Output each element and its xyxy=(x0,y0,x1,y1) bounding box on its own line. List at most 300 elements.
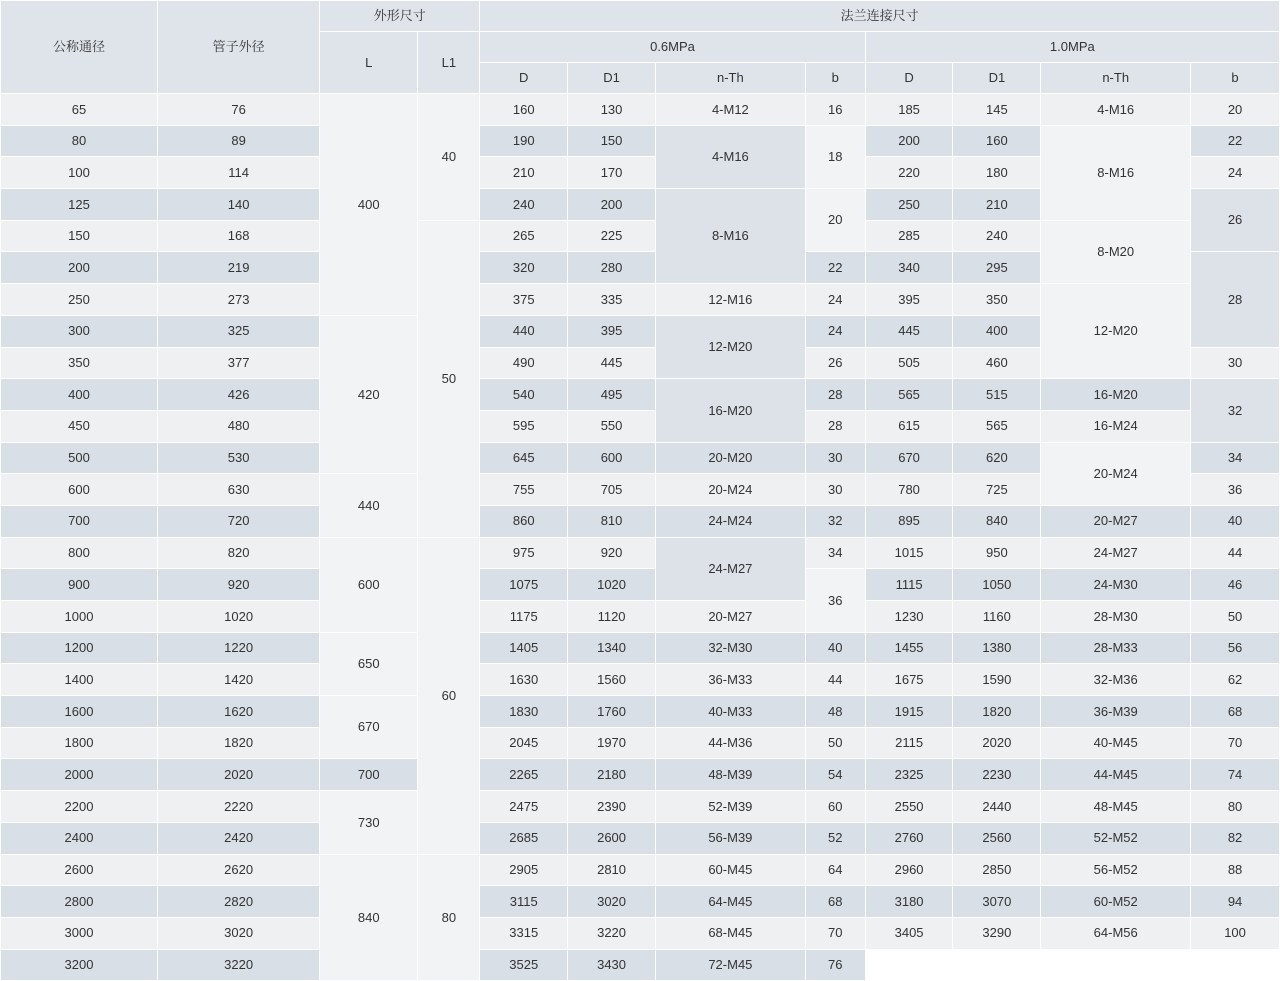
cell-nominal-diameter: 300 xyxy=(1,315,158,347)
cell-D-06: 540 xyxy=(480,379,568,411)
cell-D-06: 755 xyxy=(480,474,568,506)
cell-b-10: 36 xyxy=(1191,474,1280,506)
cell-b-10: 24 xyxy=(1191,157,1280,189)
cell-pipe-outer-diameter: 1420 xyxy=(158,664,320,696)
cell-nominal-diameter: 65 xyxy=(1,94,158,126)
cell-D1-10: 240 xyxy=(953,220,1041,252)
cell-L: 700 xyxy=(320,759,418,791)
table-row xyxy=(1,379,1280,411)
cell-empty xyxy=(865,949,953,981)
cell-nTh-06: 12-M16 xyxy=(655,284,805,316)
cell-D-06: 2265 xyxy=(480,759,568,791)
cell-D1-06: 550 xyxy=(568,410,656,442)
table-row xyxy=(1,664,1280,696)
cell-pipe-outer-diameter: 76 xyxy=(158,94,320,126)
cell-L: 670 xyxy=(320,696,418,759)
cell-nTh-06: 72-M45 xyxy=(655,949,805,981)
cell-D1-10: 400 xyxy=(953,315,1041,347)
cell-b-06: 28 xyxy=(805,379,865,411)
cell-b-06: 30 xyxy=(805,442,865,474)
cell-L1: 50 xyxy=(418,220,480,537)
table-row xyxy=(1,759,1280,791)
cell-pipe-outer-diameter: 219 xyxy=(158,252,320,284)
cell-D1-06: 705 xyxy=(568,474,656,506)
cell-nTh-06: 64-M45 xyxy=(655,886,805,918)
cell-pipe-outer-diameter: 630 xyxy=(158,474,320,506)
cell-D1-06: 3020 xyxy=(568,886,656,918)
cell-nominal-diameter: 1400 xyxy=(1,664,158,696)
cell-b-10: 44 xyxy=(1191,537,1280,569)
cell-D1-10: 350 xyxy=(953,284,1041,316)
cell-D-06: 1630 xyxy=(480,664,568,696)
cell-nominal-diameter: 2200 xyxy=(1,791,158,823)
cell-b-06: 44 xyxy=(805,664,865,696)
header-outline-size: 外形尺寸 xyxy=(320,1,480,32)
cell-L1: 80 xyxy=(418,854,480,981)
cell-D1-10: 160 xyxy=(953,125,1041,157)
cell-D1-06: 445 xyxy=(568,347,656,379)
cell-D-06: 320 xyxy=(480,252,568,284)
cell-D-06: 3525 xyxy=(480,949,568,981)
cell-nTh-10: 60-M52 xyxy=(1041,886,1191,918)
cell-D-10: 1115 xyxy=(865,569,953,601)
cell-nTh-10: 36-M39 xyxy=(1041,696,1191,728)
cell-D-06: 440 xyxy=(480,315,568,347)
cell-nominal-diameter: 1600 xyxy=(1,696,158,728)
cell-nTh-10: 8-M20 xyxy=(1041,220,1191,283)
cell-nTh-06: 24-M24 xyxy=(655,505,805,537)
cell-pipe-outer-diameter: 530 xyxy=(158,442,320,474)
cell-D-10: 1915 xyxy=(865,696,953,728)
cell-D-10: 340 xyxy=(865,252,953,284)
cell-D1-06: 3220 xyxy=(568,917,656,949)
cell-D1-06: 335 xyxy=(568,284,656,316)
cell-L: 600 xyxy=(320,537,418,632)
cell-D1-10: 210 xyxy=(953,189,1041,221)
header-nTh-10: n-Th xyxy=(1041,63,1191,94)
header-D1-10: D1 xyxy=(953,63,1041,94)
cell-D1-06: 2810 xyxy=(568,854,656,886)
cell-D1-06: 200 xyxy=(568,189,656,221)
table-row xyxy=(1,442,1280,474)
cell-pipe-outer-diameter: 273 xyxy=(158,284,320,316)
cell-D1-06: 810 xyxy=(568,505,656,537)
cell-b-06: 48 xyxy=(805,696,865,728)
cell-D-06: 1075 xyxy=(480,569,568,601)
cell-D-10: 505 xyxy=(865,347,953,379)
cell-D1-06: 1760 xyxy=(568,696,656,728)
cell-pipe-outer-diameter: 1820 xyxy=(158,727,320,759)
cell-D1-10: 3070 xyxy=(953,886,1041,918)
cell-D-06: 645 xyxy=(480,442,568,474)
cell-pipe-outer-diameter: 114 xyxy=(158,157,320,189)
cell-nominal-diameter: 900 xyxy=(1,569,158,601)
cell-D1-06: 2180 xyxy=(568,759,656,791)
table-row xyxy=(1,822,1280,854)
cell-D-06: 190 xyxy=(480,125,568,157)
cell-D1-06: 1120 xyxy=(568,601,656,633)
cell-D-10: 395 xyxy=(865,284,953,316)
cell-nominal-diameter: 1200 xyxy=(1,632,158,664)
cell-nTh-06: 16-M20 xyxy=(655,379,805,442)
cell-nTh-06: 68-M45 xyxy=(655,917,805,949)
cell-L: 440 xyxy=(320,474,418,537)
cell-b-06: 30 xyxy=(805,474,865,506)
cell-D1-10: 295 xyxy=(953,252,1041,284)
cell-D1-06: 495 xyxy=(568,379,656,411)
cell-D1-06: 1970 xyxy=(568,727,656,759)
cell-D1-10: 515 xyxy=(953,379,1041,411)
cell-b-10: 82 xyxy=(1191,822,1280,854)
cell-D-10: 3405 xyxy=(865,917,953,949)
cell-nTh-06: 44-M36 xyxy=(655,727,805,759)
cell-pipe-outer-diameter: 480 xyxy=(158,410,320,442)
cell-b-06: 24 xyxy=(805,284,865,316)
cell-nominal-diameter: 2800 xyxy=(1,886,158,918)
cell-nTh-06: 48-M39 xyxy=(655,759,805,791)
cell-b-10: 34 xyxy=(1191,442,1280,474)
table-row xyxy=(1,791,1280,823)
cell-nominal-diameter: 250 xyxy=(1,284,158,316)
cell-D-06: 1175 xyxy=(480,601,568,633)
cell-L1: 40 xyxy=(418,94,480,221)
table-row xyxy=(1,632,1280,664)
cell-nTh-06: 60-M45 xyxy=(655,854,805,886)
cell-L: 730 xyxy=(320,791,418,854)
cell-b-06: 32 xyxy=(805,505,865,537)
cell-pipe-outer-diameter: 2220 xyxy=(158,791,320,823)
cell-nTh-10: 20-M24 xyxy=(1041,442,1191,505)
cell-b-10: 28 xyxy=(1191,252,1280,347)
cell-D-06: 595 xyxy=(480,410,568,442)
header-b-10: b xyxy=(1191,63,1280,94)
header-D1-06: D1 xyxy=(568,63,656,94)
cell-nTh-06: 4-M12 xyxy=(655,94,805,126)
cell-D-10: 2550 xyxy=(865,791,953,823)
cell-D1-10: 460 xyxy=(953,347,1041,379)
cell-pipe-outer-diameter: 920 xyxy=(158,569,320,601)
table-row xyxy=(1,601,1280,633)
cell-D1-10: 725 xyxy=(953,474,1041,506)
cell-D1-10: 180 xyxy=(953,157,1041,189)
cell-nominal-diameter: 2000 xyxy=(1,759,158,791)
cell-empty xyxy=(953,949,1041,981)
cell-nominal-diameter: 1000 xyxy=(1,601,158,633)
cell-nominal-diameter: 1800 xyxy=(1,727,158,759)
cell-b-06: 36 xyxy=(805,569,865,632)
cell-nTh-06: 52-M39 xyxy=(655,791,805,823)
cell-nTh-10: 32-M36 xyxy=(1041,664,1191,696)
header-flange-connection-size: 法兰连接尺寸 xyxy=(480,1,1280,32)
header-b-06: b xyxy=(805,63,865,94)
cell-b-06: 54 xyxy=(805,759,865,791)
cell-pipe-outer-diameter: 2020 xyxy=(158,759,320,791)
cell-b-06: 26 xyxy=(805,347,865,379)
cell-nominal-diameter: 450 xyxy=(1,410,158,442)
cell-D-06: 2905 xyxy=(480,854,568,886)
cell-b-10: 88 xyxy=(1191,854,1280,886)
cell-pipe-outer-diameter: 325 xyxy=(158,315,320,347)
table-row xyxy=(1,949,1280,981)
cell-nominal-diameter: 150 xyxy=(1,220,158,252)
cell-pipe-outer-diameter: 2420 xyxy=(158,822,320,854)
cell-b-06: 18 xyxy=(805,125,865,188)
cell-nTh-10: 24-M27 xyxy=(1041,537,1191,569)
cell-b-06: 60 xyxy=(805,791,865,823)
cell-nTh-06: 36-M33 xyxy=(655,664,805,696)
cell-D1-10: 2560 xyxy=(953,822,1041,854)
table-row xyxy=(1,886,1280,918)
cell-D-06: 1405 xyxy=(480,632,568,664)
cell-nTh-10: 40-M45 xyxy=(1041,727,1191,759)
cell-L1: 60 xyxy=(418,537,480,854)
cell-nominal-diameter: 125 xyxy=(1,189,158,221)
cell-D1-06: 170 xyxy=(568,157,656,189)
cell-b-10: 46 xyxy=(1191,569,1280,601)
cell-nTh-06: 12-M20 xyxy=(655,315,805,378)
cell-D1-10: 620 xyxy=(953,442,1041,474)
cell-nTh-10: 28-M30 xyxy=(1041,601,1191,633)
cell-D1-06: 150 xyxy=(568,125,656,157)
cell-nominal-diameter: 80 xyxy=(1,125,158,157)
cell-D-10: 895 xyxy=(865,505,953,537)
cell-D1-06: 600 xyxy=(568,442,656,474)
cell-D1-10: 2020 xyxy=(953,727,1041,759)
cell-D-10: 250 xyxy=(865,189,953,221)
cell-D-06: 2475 xyxy=(480,791,568,823)
table-row xyxy=(1,727,1280,759)
header-L1: L1 xyxy=(418,32,480,94)
table-row xyxy=(1,917,1280,949)
cell-D1-06: 2600 xyxy=(568,822,656,854)
cell-b-10: 100 xyxy=(1191,917,1280,949)
cell-D-10: 200 xyxy=(865,125,953,157)
cell-b-10: 74 xyxy=(1191,759,1280,791)
cell-pipe-outer-diameter: 1620 xyxy=(158,696,320,728)
header-pressure-10: 1.0MPa xyxy=(865,32,1279,63)
table-row xyxy=(1,220,1280,252)
cell-D1-10: 1380 xyxy=(953,632,1041,664)
cell-D1-10: 1050 xyxy=(953,569,1041,601)
cell-b-06: 22 xyxy=(805,252,865,284)
cell-b-10: 94 xyxy=(1191,886,1280,918)
cell-b-06: 20 xyxy=(805,189,865,252)
cell-D-06: 210 xyxy=(480,157,568,189)
cell-pipe-outer-diameter: 168 xyxy=(158,220,320,252)
cell-D-06: 375 xyxy=(480,284,568,316)
cell-nTh-10: 64-M56 xyxy=(1041,917,1191,949)
cell-b-06: 24 xyxy=(805,315,865,347)
cell-L: 840 xyxy=(320,854,418,981)
cell-pipe-outer-diameter: 1220 xyxy=(158,632,320,664)
cell-b-06: 28 xyxy=(805,410,865,442)
cell-D1-06: 2390 xyxy=(568,791,656,823)
cell-D1-06: 1340 xyxy=(568,632,656,664)
cell-D1-06: 280 xyxy=(568,252,656,284)
cell-D-10: 780 xyxy=(865,474,953,506)
cell-nTh-06: 32-M30 xyxy=(655,632,805,664)
cell-D-06: 975 xyxy=(480,537,568,569)
cell-b-06: 70 xyxy=(805,917,865,949)
header-L: L xyxy=(320,32,418,94)
cell-D-10: 285 xyxy=(865,220,953,252)
cell-b-10: 80 xyxy=(1191,791,1280,823)
cell-D-06: 265 xyxy=(480,220,568,252)
cell-D1-06: 920 xyxy=(568,537,656,569)
cell-pipe-outer-diameter: 2820 xyxy=(158,886,320,918)
cell-nominal-diameter: 800 xyxy=(1,537,158,569)
cell-pipe-outer-diameter: 1020 xyxy=(158,601,320,633)
cell-nTh-10: 44-M45 xyxy=(1041,759,1191,791)
cell-pipe-outer-diameter: 426 xyxy=(158,379,320,411)
cell-b-06: 50 xyxy=(805,727,865,759)
cell-b-10: 50 xyxy=(1191,601,1280,633)
cell-nTh-10: 16-M24 xyxy=(1041,410,1191,442)
cell-D-10: 565 xyxy=(865,379,953,411)
cell-D-06: 2685 xyxy=(480,822,568,854)
cell-b-06: 52 xyxy=(805,822,865,854)
header-D-10: D xyxy=(865,63,953,94)
cell-nTh-10: 4-M16 xyxy=(1041,94,1191,126)
cell-D-10: 1015 xyxy=(865,537,953,569)
cell-b-10: 56 xyxy=(1191,632,1280,664)
cell-D-10: 615 xyxy=(865,410,953,442)
cell-empty xyxy=(1191,949,1280,981)
cell-D-06: 1830 xyxy=(480,696,568,728)
cell-L: 650 xyxy=(320,632,418,695)
cell-D-06: 240 xyxy=(480,189,568,221)
cell-D1-06: 130 xyxy=(568,94,656,126)
cell-D-06: 860 xyxy=(480,505,568,537)
header-pressure-06: 0.6MPa xyxy=(480,32,865,63)
cell-D1-10: 1590 xyxy=(953,664,1041,696)
cell-pipe-outer-diameter: 140 xyxy=(158,189,320,221)
cell-D1-10: 565 xyxy=(953,410,1041,442)
cell-L: 400 xyxy=(320,94,418,316)
cell-pipe-outer-diameter: 2620 xyxy=(158,854,320,886)
cell-D-10: 2760 xyxy=(865,822,953,854)
table-row xyxy=(1,94,1280,126)
cell-D-06: 160 xyxy=(480,94,568,126)
cell-D-10: 220 xyxy=(865,157,953,189)
cell-nTh-10: 12-M20 xyxy=(1041,284,1191,379)
cell-nominal-diameter: 3000 xyxy=(1,917,158,949)
cell-b-06: 68 xyxy=(805,886,865,918)
cell-nTh-10: 28-M33 xyxy=(1041,632,1191,664)
cell-b-06: 76 xyxy=(805,949,865,981)
cell-D-10: 3180 xyxy=(865,886,953,918)
cell-D1-10: 2850 xyxy=(953,854,1041,886)
cell-pipe-outer-diameter: 820 xyxy=(158,537,320,569)
cell-D-10: 185 xyxy=(865,94,953,126)
cell-empty xyxy=(1041,949,1191,981)
header-nTh-06: n-Th xyxy=(655,63,805,94)
cell-b-10: 70 xyxy=(1191,727,1280,759)
header-pipe-outer-diameter: 管子外径 xyxy=(158,1,320,94)
table-header xyxy=(1,1,1280,94)
cell-nTh-06: 40-M33 xyxy=(655,696,805,728)
cell-nominal-diameter: 700 xyxy=(1,505,158,537)
table-row xyxy=(1,537,1280,569)
cell-b-10: 26 xyxy=(1191,189,1280,252)
cell-D-10: 2960 xyxy=(865,854,953,886)
cell-pipe-outer-diameter: 89 xyxy=(158,125,320,157)
cell-nTh-10: 48-M45 xyxy=(1041,791,1191,823)
header-nominal-diameter: 公称通径 xyxy=(1,1,158,94)
cell-D-10: 1230 xyxy=(865,601,953,633)
cell-D1-10: 2230 xyxy=(953,759,1041,791)
cell-D1-10: 145 xyxy=(953,94,1041,126)
cell-nTh-06: 20-M20 xyxy=(655,442,805,474)
cell-D-10: 2325 xyxy=(865,759,953,791)
cell-D1-10: 1820 xyxy=(953,696,1041,728)
cell-L: 420 xyxy=(320,315,418,473)
cell-nTh-10: 24-M30 xyxy=(1041,569,1191,601)
cell-pipe-outer-diameter: 720 xyxy=(158,505,320,537)
cell-nTh-10: 8-M16 xyxy=(1041,125,1191,220)
cell-nTh-10: 16-M20 xyxy=(1041,379,1191,411)
table-row xyxy=(1,854,1280,886)
cell-D-06: 3315 xyxy=(480,917,568,949)
cell-b-06: 64 xyxy=(805,854,865,886)
cell-nominal-diameter: 3200 xyxy=(1,949,158,981)
cell-D-06: 3115 xyxy=(480,886,568,918)
cell-D-10: 1455 xyxy=(865,632,953,664)
cell-b-10: 32 xyxy=(1191,379,1280,442)
cell-nominal-diameter: 350 xyxy=(1,347,158,379)
cell-b-10: 68 xyxy=(1191,696,1280,728)
cell-nTh-10: 52-M52 xyxy=(1041,822,1191,854)
cell-D1-10: 950 xyxy=(953,537,1041,569)
cell-D1-06: 395 xyxy=(568,315,656,347)
cell-D1-10: 2440 xyxy=(953,791,1041,823)
cell-D1-06: 3430 xyxy=(568,949,656,981)
table-row xyxy=(1,505,1280,537)
cell-b-06: 16 xyxy=(805,94,865,126)
cell-b-10: 22 xyxy=(1191,125,1280,157)
cell-b-10: 62 xyxy=(1191,664,1280,696)
cell-D1-06: 1020 xyxy=(568,569,656,601)
cell-D1-06: 1560 xyxy=(568,664,656,696)
cell-D1-10: 1160 xyxy=(953,601,1041,633)
table-row xyxy=(1,696,1280,728)
cell-nominal-diameter: 2400 xyxy=(1,822,158,854)
header-D-06: D xyxy=(480,63,568,94)
cell-nTh-06: 4-M16 xyxy=(655,125,805,188)
cell-D-06: 2045 xyxy=(480,727,568,759)
cell-D-10: 1675 xyxy=(865,664,953,696)
table-row xyxy=(1,125,1280,157)
cell-D-06: 490 xyxy=(480,347,568,379)
cell-nominal-diameter: 500 xyxy=(1,442,158,474)
cell-nTh-10: 20-M27 xyxy=(1041,505,1191,537)
cell-nominal-diameter: 100 xyxy=(1,157,158,189)
cell-nTh-06: 24-M27 xyxy=(655,537,805,600)
cell-b-10: 30 xyxy=(1191,347,1280,379)
cell-b-06: 40 xyxy=(805,632,865,664)
table-row xyxy=(1,284,1280,316)
table-body xyxy=(1,94,1280,981)
cell-pipe-outer-diameter: 3020 xyxy=(158,917,320,949)
cell-nominal-diameter: 400 xyxy=(1,379,158,411)
cell-nTh-06: 8-M16 xyxy=(655,189,805,284)
cell-nTh-06: 56-M39 xyxy=(655,822,805,854)
cell-nominal-diameter: 600 xyxy=(1,474,158,506)
cell-nTh-10: 56-M52 xyxy=(1041,854,1191,886)
cell-D-10: 670 xyxy=(865,442,953,474)
cell-nominal-diameter: 2600 xyxy=(1,854,158,886)
cell-b-10: 20 xyxy=(1191,94,1280,126)
